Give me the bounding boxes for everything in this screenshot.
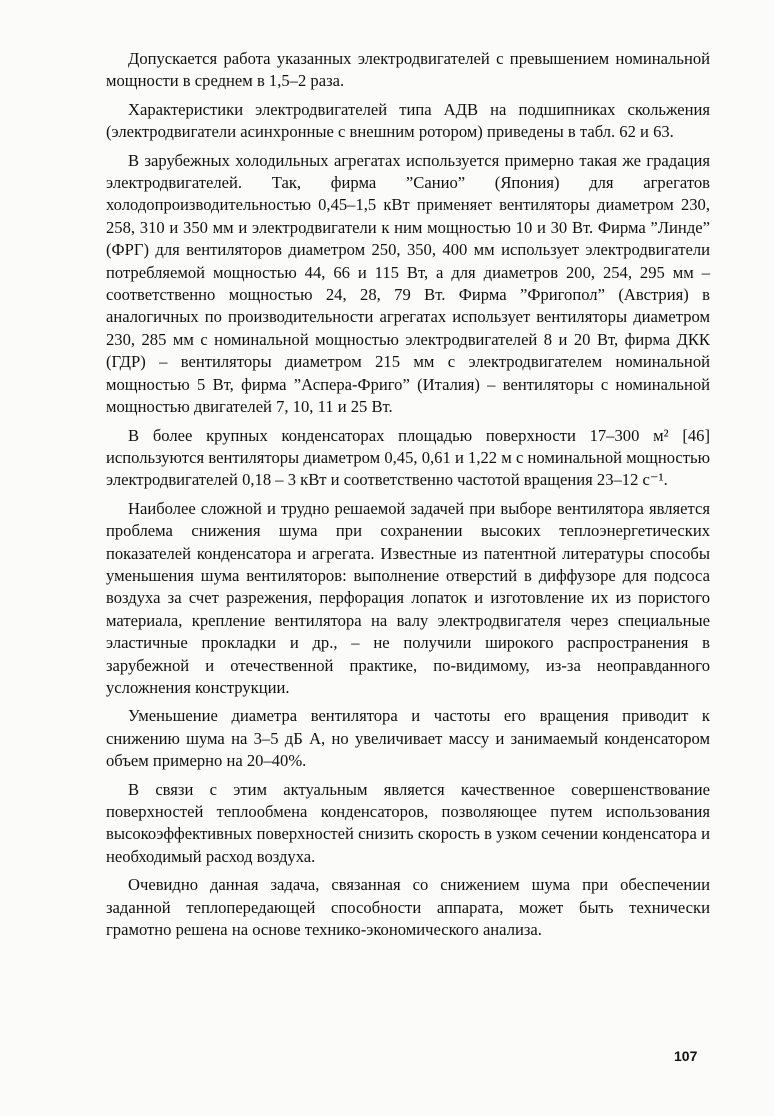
- paragraph-5: Наиболее сложной и трудно решаемой задачей при выборе вентилятора является проблема снижения шума при сохранении высоких теплоэнергетических показателей конденсатора и агрегата. Известные из патентной литературы способы уменьшения шума вентиляторов: выполнение отверстий в диффузоре для подсоса воздуха за счет разрежения, перфорация лопаток и изготовление их из пористого материала, крепление вентилятора на валу электродвигателя через специальные эластичные прокладки и др., – не получили широкого распространения в зарубежной и отечественной практике, по-видимому, из-за неоправданного усложнения конструкции.: [106, 498, 710, 697]
- paragraph-6: Уменьшение диаметра вентилятора и частоты его вращения приводит к снижению шума на 3–5 дБ А, но увеличивает массу и занимаемый конденсатором объем примерно на 20–40%.: [106, 706, 710, 771]
- page-number: 107: [674, 1048, 698, 1064]
- body-text: [106, 48, 710, 947]
- paragraph-1: Допускается работа указанных электродвигателей с превышением номинальной мощности в среднем в 1,5–2 раза.: [106, 49, 710, 91]
- paragraph-8: Очевидно данная задача, связанная со снижением шума при обеспечении заданной теплопередающей способности аппарата, может быть технически грамотно решена на основе технико-экономического анализа.: [106, 875, 710, 940]
- paragraph-7: В связи с этим актуальным является качественное совершенствование поверхностей теплообмена конденсаторов, позволяющее путем использования высокоэффективных поверхностей снизить скорость в узком сечении конденсатора и необходимый расход воздуха.: [106, 779, 710, 866]
- paragraph-3: В зарубежных холодильных агрегатах используется примерно такая же градация электродвигателей. Так, фирма ”Санио” (Япония) для агрегатов холодопроизводительностью 0,45–1,5 кВт применяет вентиляторы диаметром 230, 258, 310 и 350 мм и электродвигатели к ним мощностью 10 и 30 Вт. Фирма ”Линде” (ФРГ) для вентиляторов диаметром 250, 350, 400 мм использует электродвигатели потребляемой мощностью 44, 66 и 115 Вт, а для диаметров 200, 254, 295 мм – соответственно мощностью 24, 28, 79 Вт. Фирма ”Фригопол” (Австрия) в аналогичных по производительности агрегатах использует вентиляторы диаметром 230, 285 мм с номинальной мощностью электродвигателей 8 и 20 Вт, фирма ДКК (ГДР) – вентиляторы диаметром 215 мм с электродвигателем номинальной мощностью 5 Вт, фирма ”Аспера-Фриго” (Италия) – вентиляторы с номинальной мощностью двигателей 7, 10, 11 и 25 Вт.: [106, 150, 710, 417]
- paragraph-2: Характеристики электродвигателей типа АДВ на подшипниках скольжения (электродвигатели асинхронные с внешним ротором) приведены в табл. 62 и 63.: [106, 99, 710, 142]
- paragraph-4: В более крупных конденсаторах площадью поверхности 17–300 м² [46] используются вентиляторы диаметром 0,45, 0,61 и 1,22 м с номинальной мощностью электродвигателей 0,18 – 3 кВт и соответственно частотой вращения 23–12 с⁻¹.: [106, 425, 710, 490]
